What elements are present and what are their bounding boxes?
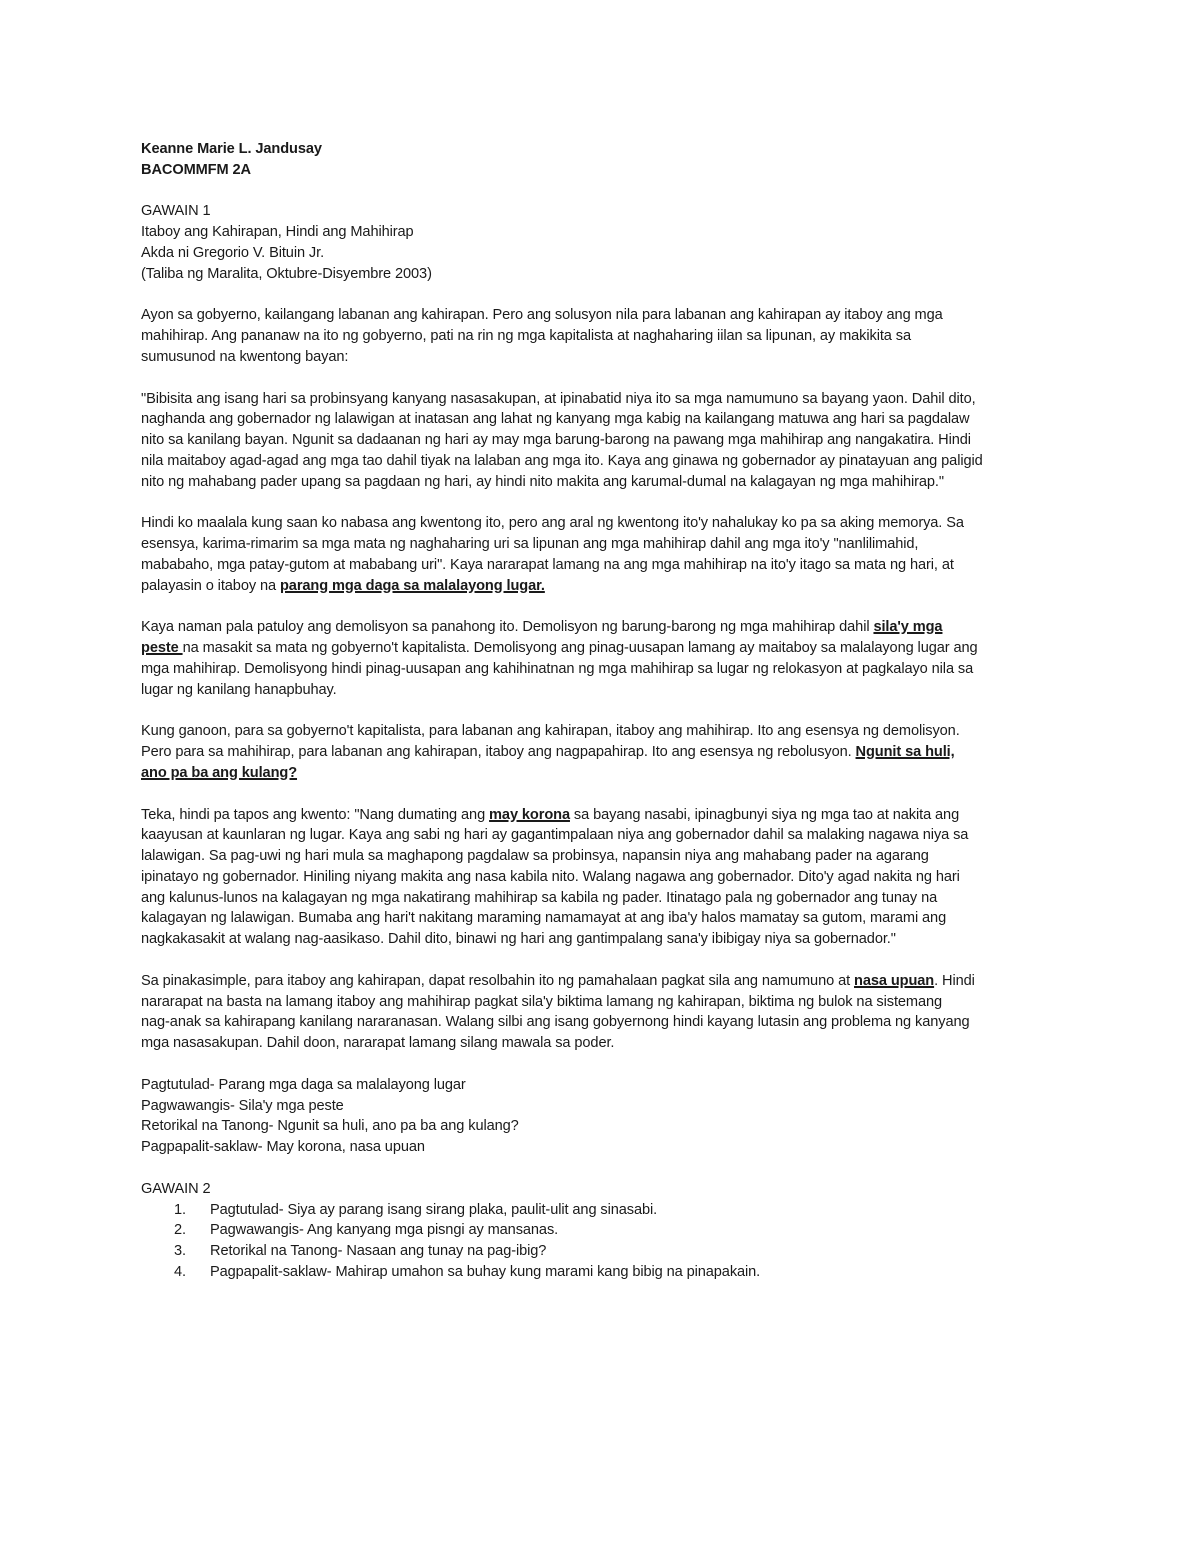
essay-title: Itaboy ang Kahirapan, Hindi ang Mahihirap	[141, 224, 414, 241]
text-line: nito ng mahabang pader upang sa pagdaan ng hari, ay hindi nito makita ang karumal-dumal na kalagayan ng mga mahihirap."	[141, 473, 944, 490]
list-item	[141, 1220, 1071, 1241]
text-line: kalagayan ng lalawigan. Bumaba ang hari't nakitang maraming namamayat at ang iba'y halos mamatay sa gutom, marami ang	[141, 910, 947, 927]
gawain2-list	[141, 1200, 1071, 1283]
summary-line: Pagpapalit-saklaw- May korona, nasa upuan	[141, 1139, 425, 1156]
list-text: Retorikal na Tanong- Nasaan ang tunay na pag-ibig?	[210, 1243, 547, 1260]
text-segment: palayasin o itaboy na	[141, 577, 280, 594]
text-line: Ayon sa gobyerno, kailangang labanan ang kahirapan. Pero ang solusyon nila para labanan ang kahirapan ay itaboy ang mga	[141, 307, 943, 324]
text-line	[141, 576, 1071, 597]
spacer	[141, 368, 1071, 389]
figures-summary	[141, 1075, 1071, 1158]
text-line: nagkakasakit at walang nag-aasikaso. Dahil dito, binawi ng hari ang gantimpalang sana'y ibibigay niya sa gobernador."	[141, 931, 896, 948]
list-text: Pagwawangis- Ang kanyang mga pisngi ay mansanas.	[210, 1222, 559, 1239]
text-line: mababaho, mga patay-gutom at mababang uri". Kaya nararapat lamang na ang mga mahihirap na ito'y itago sa mata ng hari, at	[141, 556, 954, 573]
spacer	[141, 285, 1071, 306]
text-line: ang kalunus-lunos na kalagayan ng mga nakatirang mahihirap sa kabila ng pader. Itinatago pala ng gobernador ang tunay na	[141, 889, 938, 906]
text-line: mga nasasakupan. Dahil doon, nararapat lamang silang mawala sa poder.	[141, 1035, 615, 1052]
text-line: mahihirap. Ang pananaw na ito ng gobyerno, pati na rin ng mga kapitalista at naghaharing iilan sa lipunan, ay makikita sa	[141, 328, 911, 345]
list-text: Pagpapalit-saklaw- Mahirap umahon sa buhay kung marami kang bibig na pinapakain.	[210, 1264, 761, 1281]
paragraph-7	[141, 971, 1071, 1054]
essay-author: Akda ni Gregorio V. Bituin Jr.	[141, 244, 325, 261]
paragraph-6	[141, 805, 1071, 951]
spacer	[141, 597, 1071, 618]
text-segment: sa bayang nasabi, ipinagbunyi siya ng mga tao at nakita ang	[569, 806, 960, 823]
paragraph-3	[141, 513, 1071, 596]
list-number: 4.	[174, 1264, 186, 1281]
document-page	[141, 139, 1071, 1283]
text-line: Hindi ko maalala kung saan ko nabasa ang kwentong ito, pero ang aral ng kwentong ito'y nahalukay ko pa sa aking memorya. Sa	[141, 515, 964, 532]
emphasis-pagwawangis: peste	[141, 640, 183, 657]
paragraph-2	[141, 389, 1071, 493]
summary-line: Pagtutulad- Parang mga daga sa malalayong lugar	[141, 1076, 466, 1093]
spacer	[141, 493, 1071, 514]
spacer	[141, 950, 1071, 971]
author-name: Keanne Marie L. Jandusay	[141, 141, 322, 157]
essay-source: (Taliba ng Maralita, Oktubre-Disyembre 2003)	[141, 265, 432, 282]
text-line: ipinatayo ng gobernador. Hiniling niyang makita ang nasa kabila nito. Walang nagawa ang gobernador. Dito'y agad nakita ng hari	[141, 868, 960, 885]
text-segment: . Hindi	[934, 972, 975, 989]
list-number: 1.	[174, 1201, 186, 1218]
text-line: Kung ganoon, para sa gobyerno't kapitalista, para labanan ang kahirapan, itaboy ang mahihirap. Ito ang esensya ng demolisyon.	[141, 723, 960, 740]
text-line: esensya, karima-rimarim sa mga mata ng naghaharing uri sa lipunan ang mga mahihirap dahil ang mga ito'y "nanlilimahid,	[141, 536, 919, 553]
paragraph-1	[141, 305, 1071, 367]
emphasis-pagtutulad: parang mga daga sa malalayong lugar.	[279, 577, 545, 594]
list-text: Pagtutulad- Siya ay parang isang sirang plaka, paulit-ulit ang sinasabi.	[210, 1201, 658, 1218]
course-section: BACOMMFM 2A	[141, 161, 251, 178]
emphasis-pagpapalit-saklaw: may korona	[489, 806, 570, 823]
text-line	[141, 742, 1071, 763]
text-line: nila maitaboy agad-agad ang mga tao dahil tiyak na lalaban ang mga ito. Kaya ang ginawa ng gobernador ay pinatayuan ang paligid	[141, 452, 983, 469]
summary-line: Pagwawangis- Sila'y mga peste	[141, 1097, 344, 1114]
text-segment: Pero para sa mahihirap, para labanan ang kahirapan, itaboy ang nagpapahirap. Ito ang esensya ng rebolusyon.	[141, 744, 856, 761]
text-line: nag-anak sa kahirapang kanilang nararanasan. Walang silbi ang isang gobyernong hindi kayang lutasin ang problema ng kanyang	[141, 1014, 970, 1031]
spacer	[141, 1158, 1071, 1179]
text-line	[141, 971, 1071, 992]
text-line	[141, 763, 1071, 784]
spacer	[141, 701, 1071, 722]
gawain2-heading: GAWAIN 2	[141, 1180, 211, 1197]
emphasis-pagpapalit-saklaw: nasa upuan	[854, 972, 935, 989]
spacer	[141, 181, 1071, 202]
text-segment: Teka, hindi pa tapos ang kwento: "Nang dumating ang	[141, 806, 490, 823]
text-segment: Kaya naman pala patuloy ang demolisyon sa panahong ito. Demolisyon ng barung-barong ng mga mahihirap dahil	[141, 619, 874, 636]
list-number: 2.	[174, 1222, 186, 1239]
emphasis-retorikal: ano pa ba ang kulang?	[141, 764, 298, 781]
spacer	[141, 784, 1071, 805]
text-line: mga mahihirap. Demolisyong hindi pinag-uusapan ang kahihinatnan ng mga mahihirap sa lugar ng relokasyon at pagkalayo nila sa	[141, 660, 974, 677]
list-number: 3.	[174, 1243, 186, 1260]
paragraph-5	[141, 721, 1071, 783]
emphasis-retorikal: Ngunit sa huli,	[855, 744, 955, 761]
text-segment: Sa pinakasimple, para itaboy ang kahirapan, dapat resolbahin ito ng pamahalaan pagkat sila ang namumuno at	[141, 972, 854, 989]
text-line: "Bibisita ang isang hari sa probinsyang kanyang nasasakupan, at ipinabatid niya ito sa mga namumuno sa bayang yaon. Dahil dito,	[141, 390, 976, 407]
text-line: nito sa kanilang bayan. Ngunit sa dadaanan ng hari ay may mga barung-barong na pawang mga mahihirap ang nangakatira. Hindi	[141, 432, 971, 449]
list-item	[141, 1241, 1071, 1262]
text-line	[141, 805, 1071, 826]
text-line: sumusunod na kwentong bayan:	[141, 348, 349, 365]
spacer	[141, 1054, 1071, 1075]
list-item	[141, 1262, 1071, 1283]
text-line: lalawigan. Sa pag-uwi ng hari mula sa maghapong pagdalaw sa probinsya, napansin niya ang mahabang pader na agarang	[141, 848, 929, 865]
text-segment: na masakit sa mata ng gobyerno't kapitalista. Demolisyong ang pinag-uusapan lamang ay maitaboy sa malalayong lugar ang	[182, 640, 978, 657]
gawain1-heading: GAWAIN 1	[141, 203, 211, 220]
summary-line: Retorikal na Tanong- Ngunit sa huli, ano pa ba ang kulang?	[141, 1118, 519, 1135]
text-line: lugar ng kanilang hanapbuhay.	[141, 681, 337, 698]
text-line	[141, 617, 1071, 638]
text-line: nararapat na basta na lamang itaboy ang mahihirap pagkat sila'y biktima lamang ng kahirapan, biktima ng bulok na sistemang	[141, 993, 943, 1010]
text-line	[141, 638, 1071, 659]
emphasis-pagwawangis: sila'y mga	[873, 619, 943, 636]
paragraph-4	[141, 617, 1071, 700]
list-item	[141, 1200, 1071, 1221]
text-line: kaayusan at kaunlaran ng lugar. Kaya ang sabi ng hari ay gagantimpalaan niya ang gobernador dahil sa malaking nagawa niya sa	[141, 827, 969, 844]
text-line: naghanda ang gobernador ng lalawigan at inatasan ang lahat ng kanyang mga kabig na kailangang matuwa ang hari sa pagdalaw	[141, 411, 970, 428]
